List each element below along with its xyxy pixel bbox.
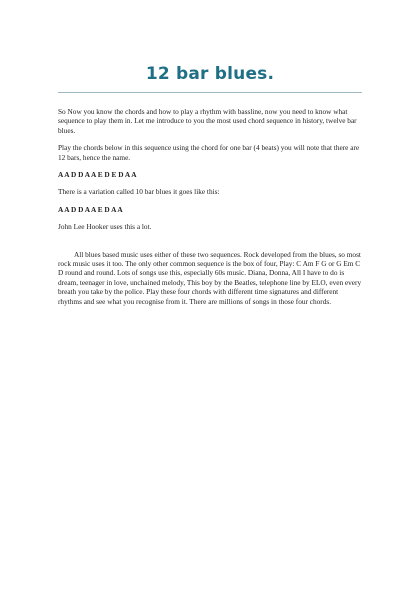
page-title: 12 bar blues. [145, 64, 275, 84]
intro-paragraph: So Now you know the chords and how to play a rhythm with bassline, now you need to know what sequence to play them in. Let me introduce to you the most used chord sequence in history, twelve bar blues. [58, 107, 357, 135]
title-divider [58, 92, 362, 93]
variation-paragraph: There is a variation called 10 bar blues it goes like this: [58, 187, 220, 197]
paragraph-gap [58, 240, 362, 250]
ten-bar-sequence: A A D D A A E D A A [58, 204, 123, 214]
document-body [58, 107, 362, 306]
instruction-paragraph: Play the chords below in this sequence using the chord for one bar (4 beats) you will note that there are 12 bars, hence the name. [58, 143, 360, 162]
closing-paragraph: All blues based music uses either of these two sequences. Rock developed from the blues, so most rock music uses it too. The only other common sequence is the box of four, Play: C Am F G or G Em C D round and round. Lots of songs use this, especially 60s music. Diana, Donna, All I have to do is dream, teenager in love, unchained melody, This boy by the Beatles, telephone line by ELO, even every breath you take by the police. Play these four chords with different time signatures and different rhythms and see what you recognise from it. There are millions of songs in those four chords. [58, 249, 362, 306]
hooker-paragraph: John Lee Hooker uses this a lot. [58, 222, 152, 232]
twelve-bar-sequence: A A D D A A E D E D A A [58, 170, 137, 180]
